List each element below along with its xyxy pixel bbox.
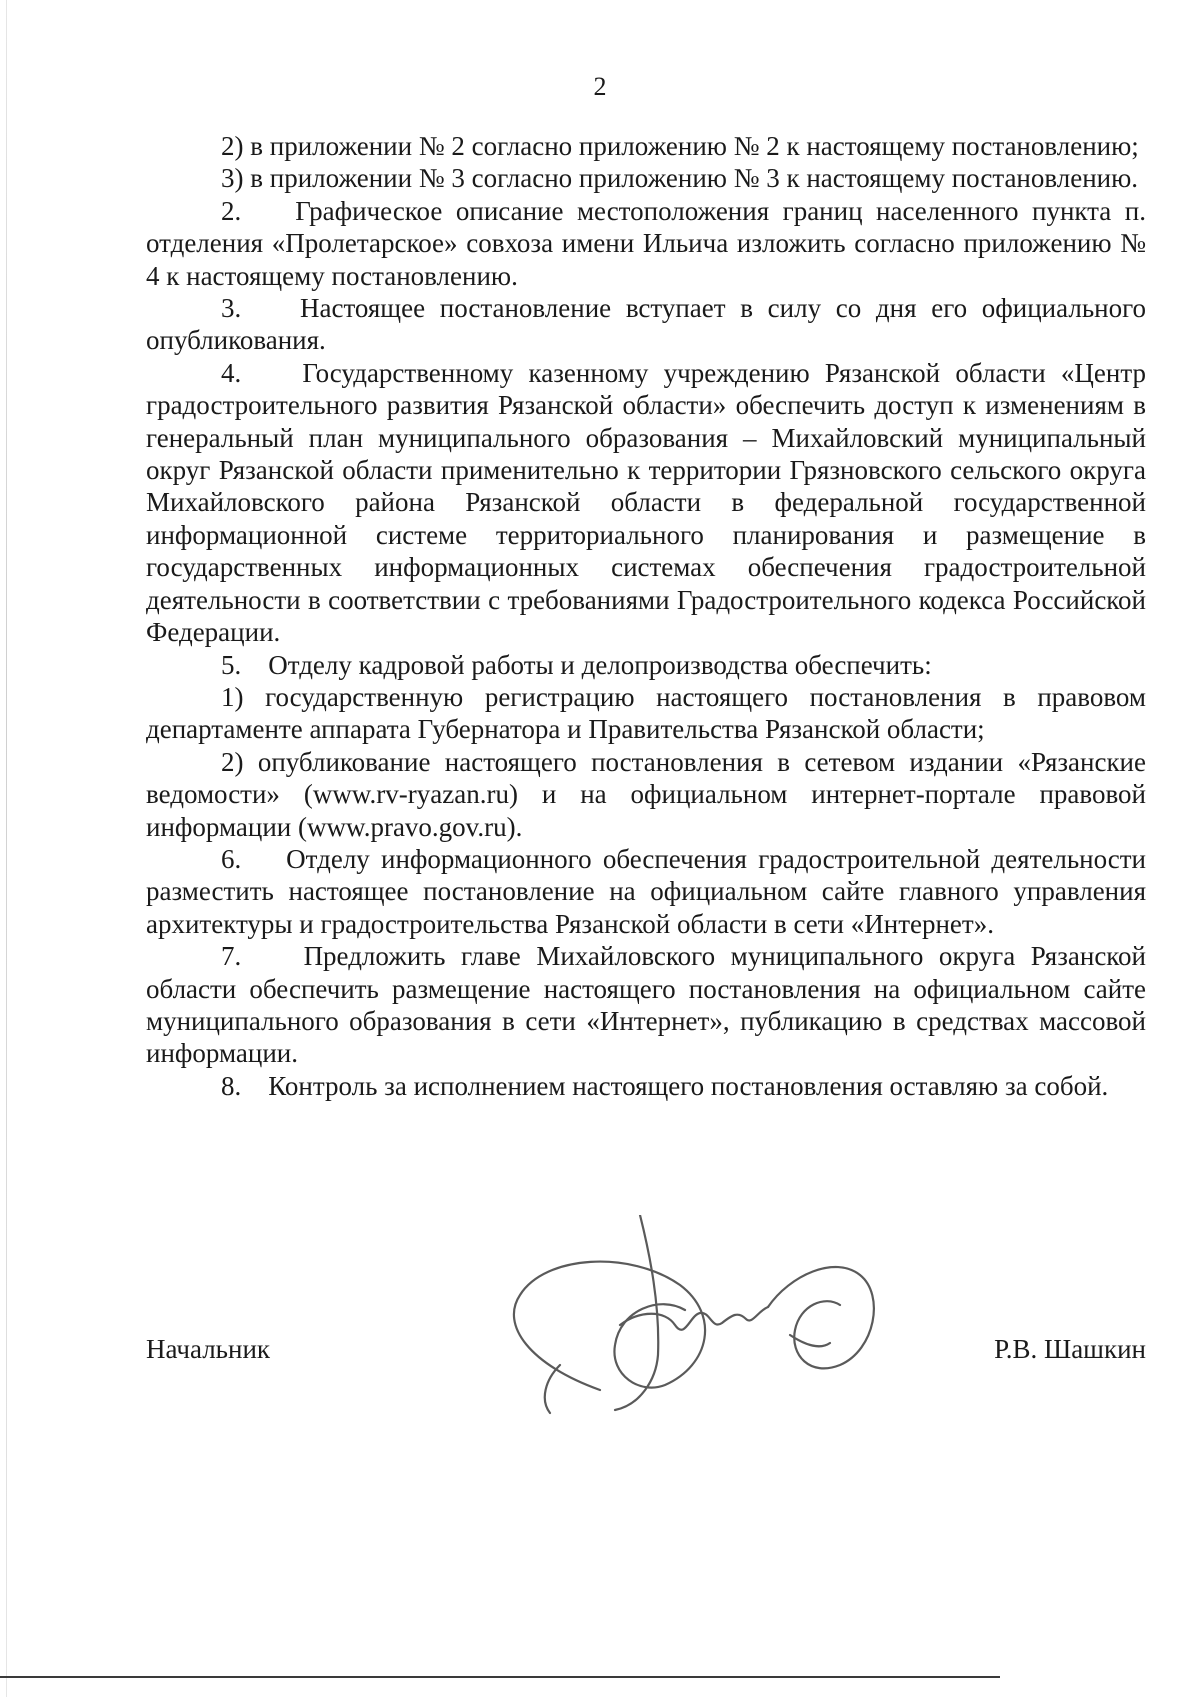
paragraph-item-6: 6. Отделу информационного обеспечения градостроительной деятельности разместить настоящее постановление на официальном сайте главного управления архитектуры и градостроительства Рязанской области в сети «Интернет». xyxy=(146,843,1146,939)
paragraph-item-5-1: 1) государственную регистрацию настоящего постановления в правовом департаменте аппарата Губернатора и Правительства Рязанской области; xyxy=(146,681,1146,745)
signatory-name: Р.В. Шашкин xyxy=(994,1334,1146,1364)
paragraph-appendix-3: 3) в приложении № 3 согласно приложению № 3 к настоящему постановлению. xyxy=(221,163,1139,194)
paragraph-item-5: 5. Отделу кадровой работы и делопроизводства обеспечить: xyxy=(221,649,932,680)
paragraph-appendix-2: 2) в приложении № 2 согласно приложению № 2 к настоящему постановлению; xyxy=(221,131,1139,161)
page-number: 2 xyxy=(593,72,607,101)
paragraph-item-7: 7. Предложить главе Михайловского муниципального округа Рязанской области обеспечить размещение настоящего постановления на официальном сайте муниципального образования в сети «Интернет», публикацию в средствах массовой информации. xyxy=(146,941,1146,1069)
paragraph-item-3: 3. Настоящее постановление вступает в силу со дня его официального опубликования. xyxy=(146,293,1146,356)
footer-rule xyxy=(0,1676,1000,1678)
paragraph-item-4: 4. Государственному казенному учреждению Рязанской области «Центр градостроительного развития Рязанской области» обеспечить доступ к изменениям в генеральный план муниципального образования – Михайловский муниципальный округ Рязанской области применительно к территории Грязновского сельского округа Михайловского района Рязанской области в федеральной государственной информационной системе территориального планирования и размещение в государственных информационных системах обеспечения градостроительной деятельности в соответствии с требованиями Градостроительного кодекса Российской Федерации. xyxy=(146,357,1146,648)
document-body xyxy=(146,130,1146,1102)
paragraph-item-8: 8. Контроль за исполнением настоящего постановления оставляю за собой. xyxy=(221,1070,1109,1101)
paragraph-item-2: 2. Графическое описание местоположения границ населенного пункта п. отделения «Пролетарское» совхоза имени Ильича изложить согласно приложению № 4 к настоящему постановлению. xyxy=(146,195,1146,291)
signatory-title: Начальник xyxy=(146,1334,271,1364)
scan-edge xyxy=(6,0,7,1697)
handwritten-signature xyxy=(490,1215,890,1415)
paragraph-item-5-2: 2) опубликование настоящего постановления в сетевом издании «Рязанские ведомости» (www.rv-ryazan.ru) и на официальном интернет-портале правовой информации (www.pravo.gov.ru). xyxy=(146,746,1146,842)
signature-block xyxy=(146,1327,1146,1367)
